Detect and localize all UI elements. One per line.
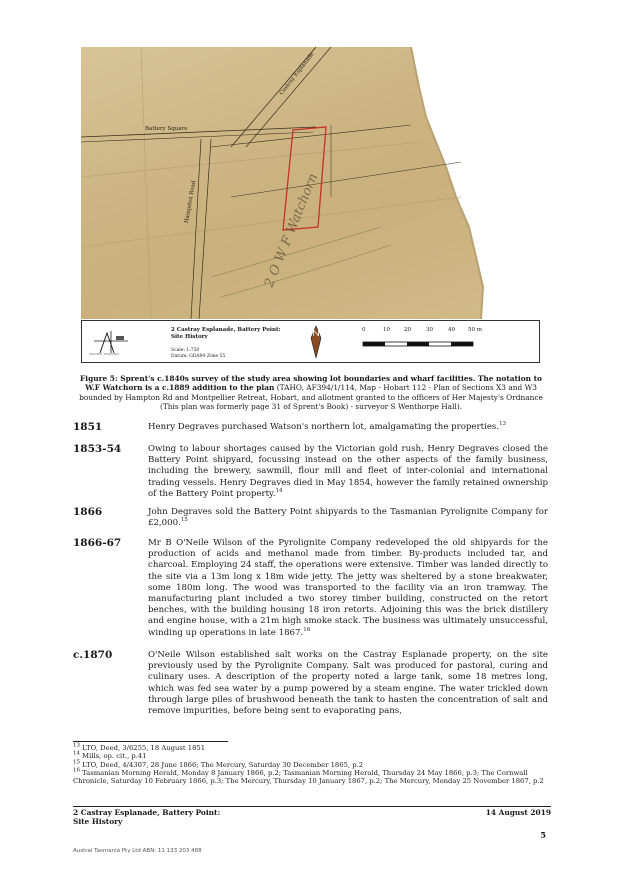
legend-title-line1: 2 Castray Esplanade, Battery Point: bbox=[171, 327, 281, 333]
footnote-item: $^{13}$ LTO, Deed, 3/6255, 18 August 1851 bbox=[73, 742, 206, 752]
north-arrow-icon bbox=[309, 324, 323, 360]
timeline-text: John Degraves sold the Battery Point shipyards to the Tasmanian Pyrolignite Company for £2,000.15 bbox=[148, 507, 548, 529]
scale-label: 10 bbox=[383, 327, 390, 333]
footnote-ref: 14 bbox=[275, 487, 283, 494]
scale-bar bbox=[362, 327, 502, 357]
legend-datum: Datum: GDA94 Zone 55 bbox=[171, 353, 226, 359]
scale-label: 50 m bbox=[468, 327, 482, 333]
map-label-hampden-road: Hampden Road bbox=[183, 180, 198, 224]
company-info: Austral Tasmania Pty Ltd ABN: 11 133 203 488 bbox=[73, 848, 202, 854]
timeline-text: Owing to labour shortages caused by the Victorian gold rush, Henry Degraves closed the Battery Point shipyard, focussing instead on the other aspects of the family business, including the brewery, sawmill, flour mill and fleet of inter-colonial and international trading vessels. Henry Degraves died in May 1854, however the family retained ownership of the Battery Point property.$^{14}$ bbox=[148, 444, 548, 499]
footer-title: 2 Castray Esplanade, Battery Point: Site History bbox=[73, 808, 221, 826]
footnote-ref: 13 bbox=[499, 421, 507, 428]
map-label-watchorn: 2 O W F Watchorn bbox=[261, 171, 322, 290]
map-label-battery-square: Battery Square bbox=[145, 126, 188, 132]
scale-label: 0 bbox=[362, 327, 366, 333]
timeline-year: 1851 bbox=[73, 421, 103, 433]
footnote-divider bbox=[73, 741, 228, 742]
timeline-text: O'Neile Wilson established salt works on the Castray Esplanade property, on the site previously used by the Pyrolignite Company. Salt was produced for pastoral, curing and culinary uses. A description of the property noted a large tank, some 18 metres long, which was fed sea water by a pump powered by a steam engine. The water trickled down through large piles of brushwood beneath the tank to hasten the concentration of salt and remove impurities, before being sent to evaporating pans, bbox=[148, 650, 548, 717]
legend-title-line2: Site History bbox=[171, 334, 208, 340]
legend-title bbox=[171, 327, 281, 341]
legend-scale-info bbox=[171, 348, 225, 359]
timeline-text: Henry Degraves purchased Watson's northern lot, amalgamating the properties.$^{13}$ bbox=[148, 421, 507, 432]
footnote-item: $^{14}$ Mills, op. cit., p.41 bbox=[73, 751, 147, 761]
timeline-year: 1866 bbox=[73, 506, 103, 518]
legend-logo-text: AUSTRAL TASMANIA bbox=[89, 352, 120, 356]
page-number: 5 bbox=[540, 830, 546, 840]
map-legend bbox=[81, 320, 540, 363]
footnote-ref: 15 bbox=[180, 517, 188, 524]
footnote-ref: 16 bbox=[303, 626, 311, 633]
figure-caption bbox=[72, 374, 550, 412]
legend-scale: Scale: 1:750 bbox=[171, 348, 200, 353]
caption-source: (TAHO, AF394/1/114, Map - Hobart 112 - Plan of Sections X3 and W3 bounded by Hampton Rd and Montpellier Retreat, Hobart, and allotment granted to the officers of Her Majesty's Ordnance (This plan was formerly page 31 of Sprent's Book) - surveyor S Wenthorpe Hall). bbox=[79, 383, 543, 412]
timeline-year: 1866-67 bbox=[73, 537, 122, 549]
timeline-year: 1853-54 bbox=[73, 443, 122, 455]
scale-label: 20 bbox=[404, 327, 411, 333]
footnote-item: $^{16}$ Tasmanian Morning Herald, Monday 8 January 1866, p.2; Tasmanian Morning Herald, Thursday 24 May 1866, p.3; The Cornwall Chronicle, Saturday 10 February 1866, p.3; The Mercury, Thursday 10 January 1867, p.2; The Mercury, Monday 25 November 1867, p.2 bbox=[73, 767, 544, 786]
historic-survey-map bbox=[81, 47, 540, 319]
scale-bar-graphic bbox=[362, 341, 492, 347]
footer-date: 14 August 2019 bbox=[485, 808, 551, 817]
timeline-text: Mr B O'Neile Wilson of the Pyrolignite Company redeveloped the old shipyards for the production of acids and methanol made from timber. By-products included tar, and charcoal. Employing 24 staff, the operations were extensive. Timber was landed directly to the site via a 13m long x 18m wide jetty. The jetty was sheltered by a stone breakwater, some 180m long. The wood was transported to the facility via an iron tramway. The manufacturing plant included a two storey timber building, constructed on the retort benches, with the building housing 18 iron retorts. Adjoining this was the brick distillery and engine house, with a 21m high smoke stack. The business was ultimately unsuccessful, winding up operations in late 1867.16 bbox=[148, 538, 548, 638]
timeline-year: c.1870 bbox=[73, 649, 113, 661]
scale-label: 40 bbox=[448, 327, 455, 333]
caption-bold: Figure 5: Sprent's c.1840s survey of the study area showing lot boundaries and wharf facilities. The notation to W.F Watchorn is a c.1889 addition to the plan bbox=[80, 374, 542, 393]
footnote-item: $^{15}$ LTO, Deed, 4/4307, 28 June 1866; The Mercury, Saturday 30 December 1865, p.2 bbox=[73, 759, 364, 769]
footer-divider bbox=[73, 806, 551, 807]
scale-label: 30 bbox=[426, 327, 433, 333]
footnotes bbox=[73, 744, 551, 785]
map-label-castray-esplanade: Castray Esplanade bbox=[278, 51, 316, 97]
